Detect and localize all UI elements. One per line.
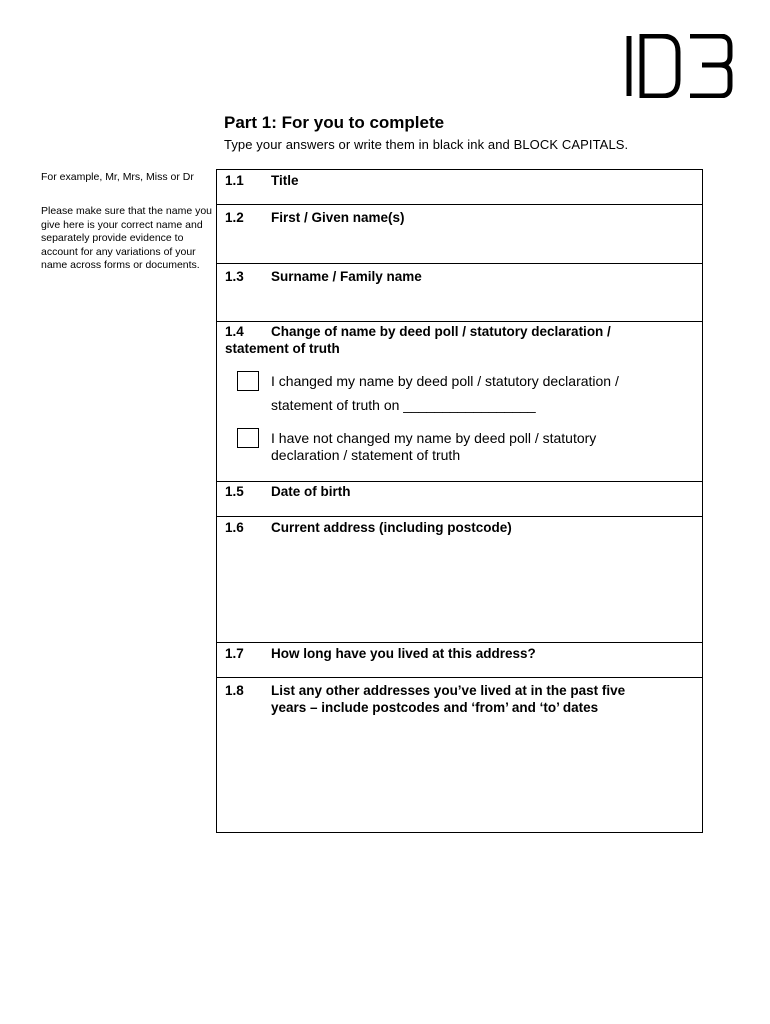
personal-details-form [216,169,703,833]
title-hint-note: For example, Mr, Mrs, Miss or Dr [41,171,194,183]
section-label: List any other addresses you’ve lived at in the past five [271,683,626,698]
section-first-name[interactable] [217,205,702,264]
section-number: 1.2 [225,210,244,225]
section-label: Title [271,173,299,188]
section-number: 1.6 [225,520,244,535]
name-hint-note: Please make sure that the name you give here is your correct name and separately provide evidence to account for any variations of your name across forms or documents. [41,205,213,271]
changed-name-checkbox[interactable] [237,371,259,391]
section-surname[interactable] [217,264,702,322]
section-label: Surname / Family name [271,269,422,284]
section-label: How long have you lived at this address? [271,646,536,661]
section-label: Change of name by deed poll / statutory declaration / [271,324,611,339]
section-label: First / Given name(s) [271,210,405,225]
section-title[interactable] [217,170,702,205]
section-label-continued: years – include postcodes and ‘from’ and ‘to’ dates [271,699,599,715]
option-label-continued: declaration / statement of truth [271,447,461,463]
section-change-of-name [217,322,702,482]
not-changed-name-checkbox[interactable] [237,428,259,448]
option-label-continued: statement of truth on _________________ [271,397,536,413]
section-current-address[interactable] [217,517,702,643]
section-number: 1.7 [225,646,244,661]
part-title: Part 1: For you to complete [224,113,445,132]
section-number: 1.4 [225,324,244,339]
option-label: I have not changed my name by deed poll / statutory [271,430,597,446]
id3-form-logo [624,34,734,98]
part-instructions: Type your answers or write them in black ink and BLOCK CAPITALS. [224,137,629,152]
section-label: Current address (including postcode) [271,520,512,535]
section-number: 1.8 [225,683,244,698]
option-changed-name [237,371,694,415]
option-label: I changed my name by deed poll / statutory declaration / [271,373,619,389]
section-previous-addresses[interactable] [217,678,702,832]
section-date-of-birth[interactable] [217,482,702,517]
section-number: 1.5 [225,484,244,499]
option-not-changed-name [237,428,694,468]
section-label-continued: statement of truth [225,340,340,356]
section-number: 1.1 [225,173,244,188]
section-label: Date of birth [271,484,351,499]
section-time-at-address[interactable] [217,643,702,678]
section-number: 1.3 [225,269,244,284]
